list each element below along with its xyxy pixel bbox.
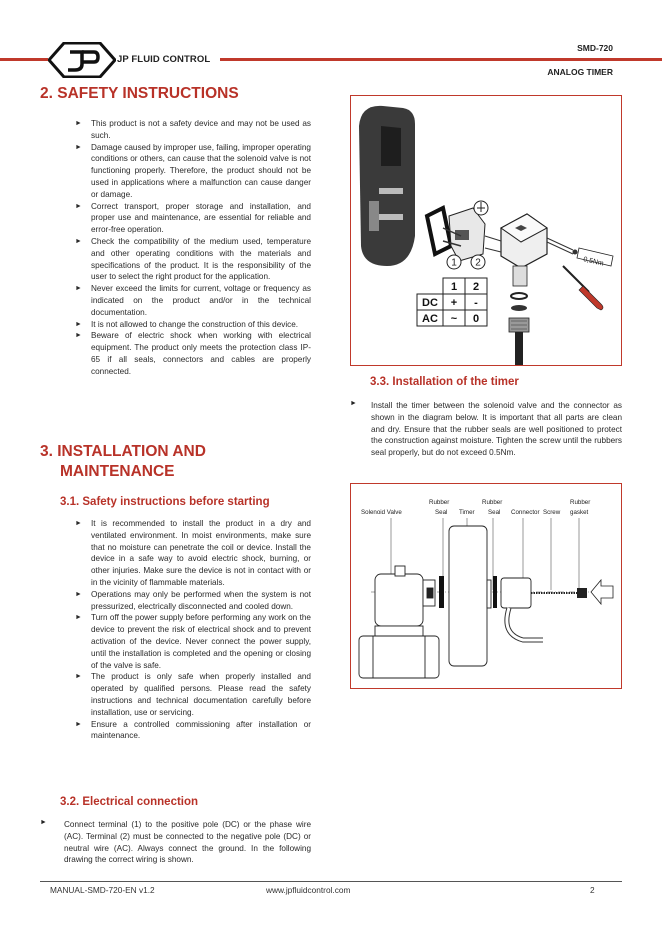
bullet-arrow-icon: ► — [75, 143, 82, 151]
install-diagram — [351, 484, 621, 688]
list-item: ► The product is only safe when properly installed and operated by qualified persons. Please read the safety instructions and technical documentation carefully before installation, use or servicing. — [75, 672, 311, 717]
bullet-arrow-icon: ► — [75, 614, 82, 622]
wiring-table-text: AC — [422, 313, 438, 325]
label-rubber-gasket-line2: gasket — [570, 509, 589, 516]
insert-arrow-icon — [591, 580, 613, 604]
label-rubber-seal-1: Rubber — [429, 499, 450, 506]
bullet-arrow-icon: ► — [75, 320, 82, 328]
header-rule-right — [220, 58, 662, 61]
wiring-table-text: + — [450, 297, 458, 309]
bullet-arrow-icon: ► — [75, 237, 82, 245]
bullet-arrow-icon: ► — [75, 202, 82, 210]
model-label: SMD-720 — [577, 43, 613, 53]
website-link[interactable]: www.jpfluidcontrol.com — [266, 885, 351, 895]
list-item: ► Never exceed the limits for current, voltage or frequency as indicated on the product and/or in the technical documentation. — [75, 284, 311, 317]
list-item: ► This product is not a safety device and may not be used as such. — [75, 119, 311, 140]
cable-shape — [515, 332, 523, 365]
wiring-diagram-frame — [350, 95, 622, 366]
torque-label — [577, 248, 613, 268]
bullet-arrow-icon: ► — [75, 285, 82, 293]
label-timer: Timer — [459, 509, 475, 516]
subsection-3-3-title: 3.3. Installation of the timer — [370, 376, 519, 388]
list-item: ► Operations may only be performed when the system is not pressurized, electrically disconnected and cooled down. — [75, 589, 311, 611]
svg-text:2: 2 — [475, 257, 481, 269]
label-rubber-seal-1-line2: Seal — [435, 509, 448, 516]
bullet-arrow-icon: ► — [75, 120, 82, 127]
product-type-label: ANALOG TIMER — [547, 67, 613, 77]
wiring-table-text: 0 — [472, 313, 480, 325]
manual-id: MANUAL-SMD-720-EN v1.2 — [50, 885, 155, 895]
label-screw: Screw — [543, 509, 561, 516]
section-2-title: 2. SAFETY INSTRUCTIONS — [40, 85, 239, 102]
wiring-diagram — [351, 96, 621, 365]
terminal-1-marker — [447, 255, 461, 269]
wiring-table-text: ~ — [450, 313, 458, 325]
logo-icon — [48, 42, 116, 78]
screw-drawing — [531, 588, 587, 598]
seal-shape — [427, 208, 451, 254]
section-3-title-line1: 3. INSTALLATION AND — [40, 443, 206, 460]
rubber-seal-2-shape — [493, 576, 497, 608]
list-item: ► Ensure a controlled commissioning after installation or maintenance. — [75, 719, 311, 741]
bullet-arrow-icon: ► — [75, 520, 82, 527]
timer-drawing — [449, 526, 491, 666]
solenoid-valve-drawing — [359, 566, 439, 678]
list-item: ► Damage caused by improper use, failing, improper operating conditions or others, can cause that the solenoid valve is not functioning properly. Therefore, the product should not be used in applications where a malfunction can cause danger or damage. — [75, 142, 311, 199]
list-item: ► It is recommended to install the product in a dry and ventilated environment. In moist environments, make sure that no moisture can penetrate the coil or device. Install the device in a safe way to avoid electric shock, burning, or other injuries. Make sure the device is not in contact with or in the vicinity of flammable materials. — [75, 519, 311, 587]
section-3-title — [40, 442, 206, 482]
bullet-arrow-icon: ► — [75, 720, 82, 728]
label-rubber-seal-2-line2: Seal — [488, 509, 501, 516]
wiring-table-text: DC — [422, 297, 438, 309]
list-item: ► Correct transport, proper storage and installation, and proper use and maintenance, are essential for reliable and error-free operation. — [75, 201, 311, 235]
header-rule-left — [0, 58, 48, 61]
brand-name: JP FLUID CONTROL — [117, 54, 211, 65]
list-item: ► It is not allowed to change the construction of this device. — [75, 319, 299, 329]
bullet-arrow-icon: ► — [40, 819, 47, 826]
pre-start-list — [75, 518, 311, 742]
safety-list — [75, 118, 311, 378]
terminal-2-marker — [471, 255, 485, 269]
label-rubber-gasket: Rubber — [570, 499, 591, 506]
electrical-connection-text: Connect terminal (1) to the positive pole (DC) or the phase wire (AC). Terminal (2) must be connected to the negative pole (DC) or neutral wire (AC). Always connect the ground. In the following drawing the correct wiring is shown. — [64, 820, 311, 865]
bullet-arrow-icon: ► — [75, 332, 82, 340]
connector-drawing — [501, 578, 543, 640]
wiring-table-text: - — [474, 297, 478, 309]
label-solenoid-valve: Solenoid Valve — [361, 509, 402, 516]
bullet-arrow-icon: ► — [350, 400, 357, 407]
list-item: ► Turn off the power supply before performing any work on the device to prevent the risk of electrical shock and to prevent activation of the device. Never connect the power supply, until the installation is completed and the opening or closing of the valve is safe. — [75, 613, 311, 670]
list-item: ► Beware of electric shock when working with electrical equipment. The product only meets the protection class IP-65 if all seals, connectors and cables are properly connected. — [75, 331, 311, 376]
bullet-arrow-icon: ► — [75, 673, 82, 681]
wiring-table-text: 2 — [472, 281, 480, 293]
subsection-3-2-title: 3.2. Electrical connection — [60, 796, 199, 808]
subsection-3-1-title: 3.1. Safety instructions before starting — [60, 496, 270, 508]
list-item: ► Check the compatibility of the medium used, temperature and other operating conditions with the materials and specifications of the product. It is the responsibility of the user to select the right product for the application. — [75, 236, 311, 282]
install-diagram-frame — [350, 483, 622, 689]
rubber-seal-1-shape — [439, 576, 444, 608]
wiring-table-text: 1 — [450, 281, 458, 293]
label-rubber-seal-2: Rubber — [482, 499, 503, 506]
label-connector: Connector — [511, 509, 540, 516]
svg-text:1: 1 — [451, 257, 457, 269]
page-number: 2 — [590, 885, 595, 895]
wiring-table — [417, 278, 487, 326]
bullet-arrow-icon: ► — [75, 590, 82, 598]
svg-text:0,5Nm: 0,5Nm — [582, 256, 605, 268]
section-3-title-line2: MAINTENANCE — [60, 463, 175, 480]
footer-rule — [40, 881, 622, 882]
brand-logo — [48, 42, 116, 78]
timer-installation-text: Install the timer between the solenoid valve and the connector as shown in the diagram below. It is important that all parts are clean and dry. Ensure that the rubber seals are well positioned to protect the construction against moisture. Tighten the screw until the rubbers seal properly, but do not exceed 0.5Nm. — [371, 401, 622, 458]
